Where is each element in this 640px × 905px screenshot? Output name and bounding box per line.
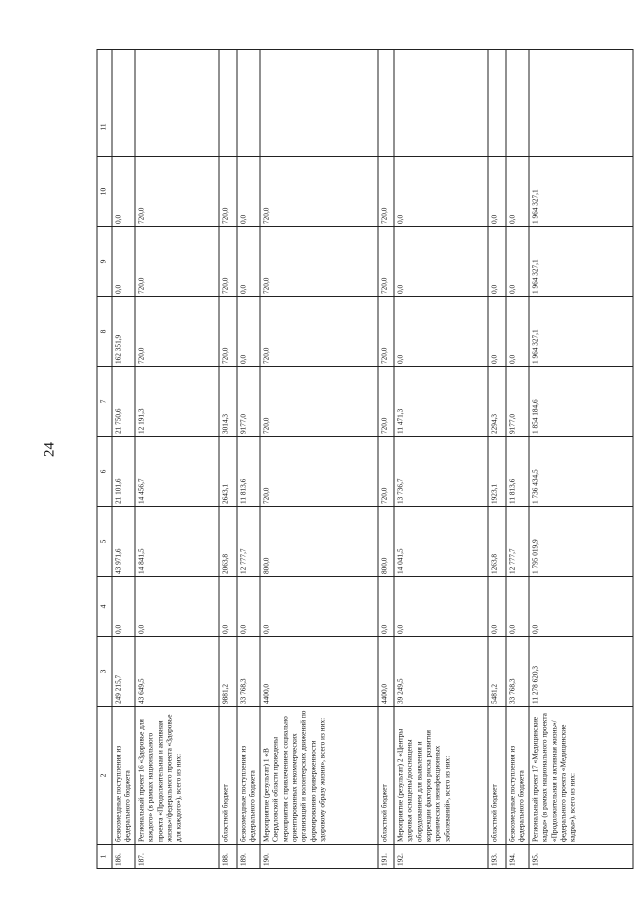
cell-value	[489, 98, 506, 156]
cell-value: 1 736 434,5	[530, 436, 634, 506]
cell-value: 0,0	[395, 576, 488, 636]
cell-value	[261, 98, 378, 156]
cell-value: 1 795 019,9	[530, 506, 634, 576]
column-header: 11	[98, 123, 108, 131]
column-header: 9	[98, 226, 112, 296]
cell-value: 33 768,3	[238, 636, 260, 706]
table-row	[136, 50, 220, 868]
row-number: 187.	[136, 844, 219, 868]
row-number: 190.	[261, 844, 378, 868]
row-number: 195.	[530, 844, 634, 868]
cell-value: 720,0	[379, 226, 394, 296]
cell-value: 0,0	[489, 156, 506, 226]
page-number: 24	[41, 442, 58, 457]
cell-value: 43 649,5	[136, 636, 219, 706]
row-number: 192.	[395, 844, 488, 868]
row-name: Мероприятие (результат) 2 «Центры здоровья оснащены/дооснащены оборудованием для выявления и коррекции факторов риска развития хронических неинфекционных заболеваний», всего из них:	[395, 706, 488, 844]
cell-value: 14 841,5	[136, 506, 219, 576]
cell-value: 162 351,9	[113, 296, 135, 366]
cell-value: 1923,1	[489, 436, 506, 506]
column-header: 10	[98, 156, 112, 226]
table-header-row	[98, 50, 113, 868]
cell-value: 0,0	[379, 576, 394, 636]
cell-value: 4400,0	[261, 636, 378, 706]
column-header: 3	[98, 636, 112, 706]
row-name: Региональный проект 17 «Медицинские кадры» (в рамках национального проекта «Продолжительная и активная жизнь»/федерального проекта «Медицинские кадры»), всего из них:	[530, 706, 634, 844]
table-row	[113, 50, 136, 868]
cell-value	[507, 98, 529, 156]
cell-value: 0,0	[530, 576, 634, 636]
cell-value: 14 041,5	[395, 506, 488, 576]
row-name: безвозмездные поступления из федерального бюджета	[238, 706, 260, 844]
cell-value: 0,0	[507, 296, 529, 366]
cell-value	[238, 98, 260, 156]
table-row	[220, 50, 238, 868]
row-name: Региональный проект 16 «Здоровье для каждого» (в рамках национального проекта «Продолжительная и активная жизнь»/федерального проекта «Здоровье для каждого»), всего из них:	[136, 706, 219, 844]
cell-value: 720,0	[261, 436, 378, 506]
budget-table	[97, 49, 634, 869]
cell-value: 11 278 620,3	[530, 636, 634, 706]
row-name: областной бюджет	[379, 706, 394, 844]
row-number: 191.	[379, 844, 394, 868]
cell-value: 0,0	[507, 226, 529, 296]
row-number: 193.	[489, 844, 506, 868]
cell-value: 12 191,3	[136, 366, 219, 436]
cell-value: 720,0	[136, 226, 219, 296]
cell-value: 0,0	[136, 576, 219, 636]
cell-value: 33 768,3	[507, 636, 529, 706]
cell-value: 720,0	[261, 366, 378, 436]
cell-value	[113, 98, 135, 156]
cell-value: 0,0	[220, 576, 237, 636]
row-name: Мероприятие (результат) 1 «В Свердловской области проведены мероприятия с привлечением социально ориентированных некоммерческих организаций и волонтерских движений по формированию приверженности здоровому образу жизни», всего из них:	[261, 706, 378, 844]
cell-value: 2063,8	[220, 506, 237, 576]
cell-value: 0,0	[507, 156, 529, 226]
cell-value: 720,0	[261, 296, 378, 366]
cell-value: 720,0	[379, 366, 394, 436]
table-row	[507, 50, 530, 868]
cell-value: 0,0	[113, 226, 135, 296]
cell-value: 0,0	[489, 226, 506, 296]
cell-value: 11 813,6	[238, 436, 260, 506]
cell-value: 1 854 184,6	[530, 366, 634, 436]
cell-value: 1263,8	[489, 506, 506, 576]
cell-value: 2643,1	[220, 436, 237, 506]
column-header: 6	[98, 436, 112, 506]
table-row	[489, 50, 507, 868]
cell-value: 0,0	[395, 226, 488, 296]
cell-value: 0,0	[238, 576, 260, 636]
cell-value: 43 971,6	[113, 506, 135, 576]
row-name: областной бюджет	[220, 706, 237, 844]
table-row	[395, 50, 489, 868]
cell-value: 39 249,5	[395, 636, 488, 706]
cell-value	[379, 98, 394, 156]
cell-value	[395, 98, 488, 156]
cell-value: 0,0	[113, 576, 135, 636]
cell-value: 720,0	[220, 156, 237, 226]
row-number: 186.	[113, 844, 135, 868]
cell-value: 0,0	[238, 156, 260, 226]
cell-value: 0,0	[238, 226, 260, 296]
cell-value: 9177,0	[238, 366, 260, 436]
cell-value: 11 471,3	[395, 366, 488, 436]
cell-value: 0,0	[261, 576, 378, 636]
cell-value: 21 101,6	[113, 436, 135, 506]
cell-value: 720,0	[379, 156, 394, 226]
cell-value: 800,0	[261, 506, 378, 576]
table-row	[379, 50, 395, 868]
cell-value: 0,0	[489, 576, 506, 636]
cell-value: 720,0	[220, 296, 237, 366]
column-header: 4	[98, 576, 112, 636]
cell-value: 9177,0	[507, 366, 529, 436]
column-header: 1	[98, 844, 112, 868]
row-number: 188.	[220, 844, 237, 868]
row-name: областной бюджет	[489, 706, 506, 844]
cell-value	[530, 98, 634, 156]
cell-value: 0,0	[489, 296, 506, 366]
cell-value: 800,0	[379, 506, 394, 576]
cell-value: 720,0	[261, 156, 378, 226]
table-row	[261, 50, 379, 868]
cell-value: 720,0	[136, 156, 219, 226]
cell-value: 720,0	[379, 296, 394, 366]
row-number: 194.	[507, 844, 529, 868]
cell-value: 249 215,7	[113, 636, 135, 706]
cell-value: 14 456,7	[136, 436, 219, 506]
cell-value	[136, 98, 219, 156]
cell-value: 0,0	[395, 296, 488, 366]
cell-value: 9881,2	[220, 636, 237, 706]
cell-value: 1 964 327,1	[530, 156, 634, 226]
row-name: безвозмездные поступления из федерального бюджета	[507, 706, 529, 844]
row-name: безвозмездные поступления из федерального бюджета	[113, 706, 135, 844]
cell-value: 720,0	[220, 226, 237, 296]
cell-value: 720,0	[379, 436, 394, 506]
cell-value: 0,0	[395, 156, 488, 226]
column-header: 7	[98, 366, 112, 436]
cell-value: 11 813,6	[507, 436, 529, 506]
cell-value: 13 736,7	[395, 436, 488, 506]
cell-value: 4400,0	[379, 636, 394, 706]
cell-value: 720,0	[261, 226, 378, 296]
cell-value: 21 750,6	[113, 366, 135, 436]
cell-value: 5481,2	[489, 636, 506, 706]
cell-value: 0,0	[113, 156, 135, 226]
cell-value: 2294,3	[489, 366, 506, 436]
column-header: 2	[98, 706, 112, 844]
cell-value: 0,0	[507, 576, 529, 636]
cell-value: 1 964 327,1	[530, 296, 634, 366]
cell-value: 3014,3	[220, 366, 237, 436]
cell-value: 720,0	[136, 296, 219, 366]
cell-value: 1 964 327,1	[530, 226, 634, 296]
cell-value	[220, 98, 237, 156]
row-number: 189.	[238, 844, 260, 868]
column-header: 8	[98, 296, 112, 366]
cell-value: 12 777,7	[238, 506, 260, 576]
table-row	[530, 50, 634, 868]
cell-value: 12 777,7	[507, 506, 529, 576]
column-header: 5	[98, 506, 112, 576]
cell-value: 0,0	[238, 296, 260, 366]
table-row	[238, 50, 261, 868]
